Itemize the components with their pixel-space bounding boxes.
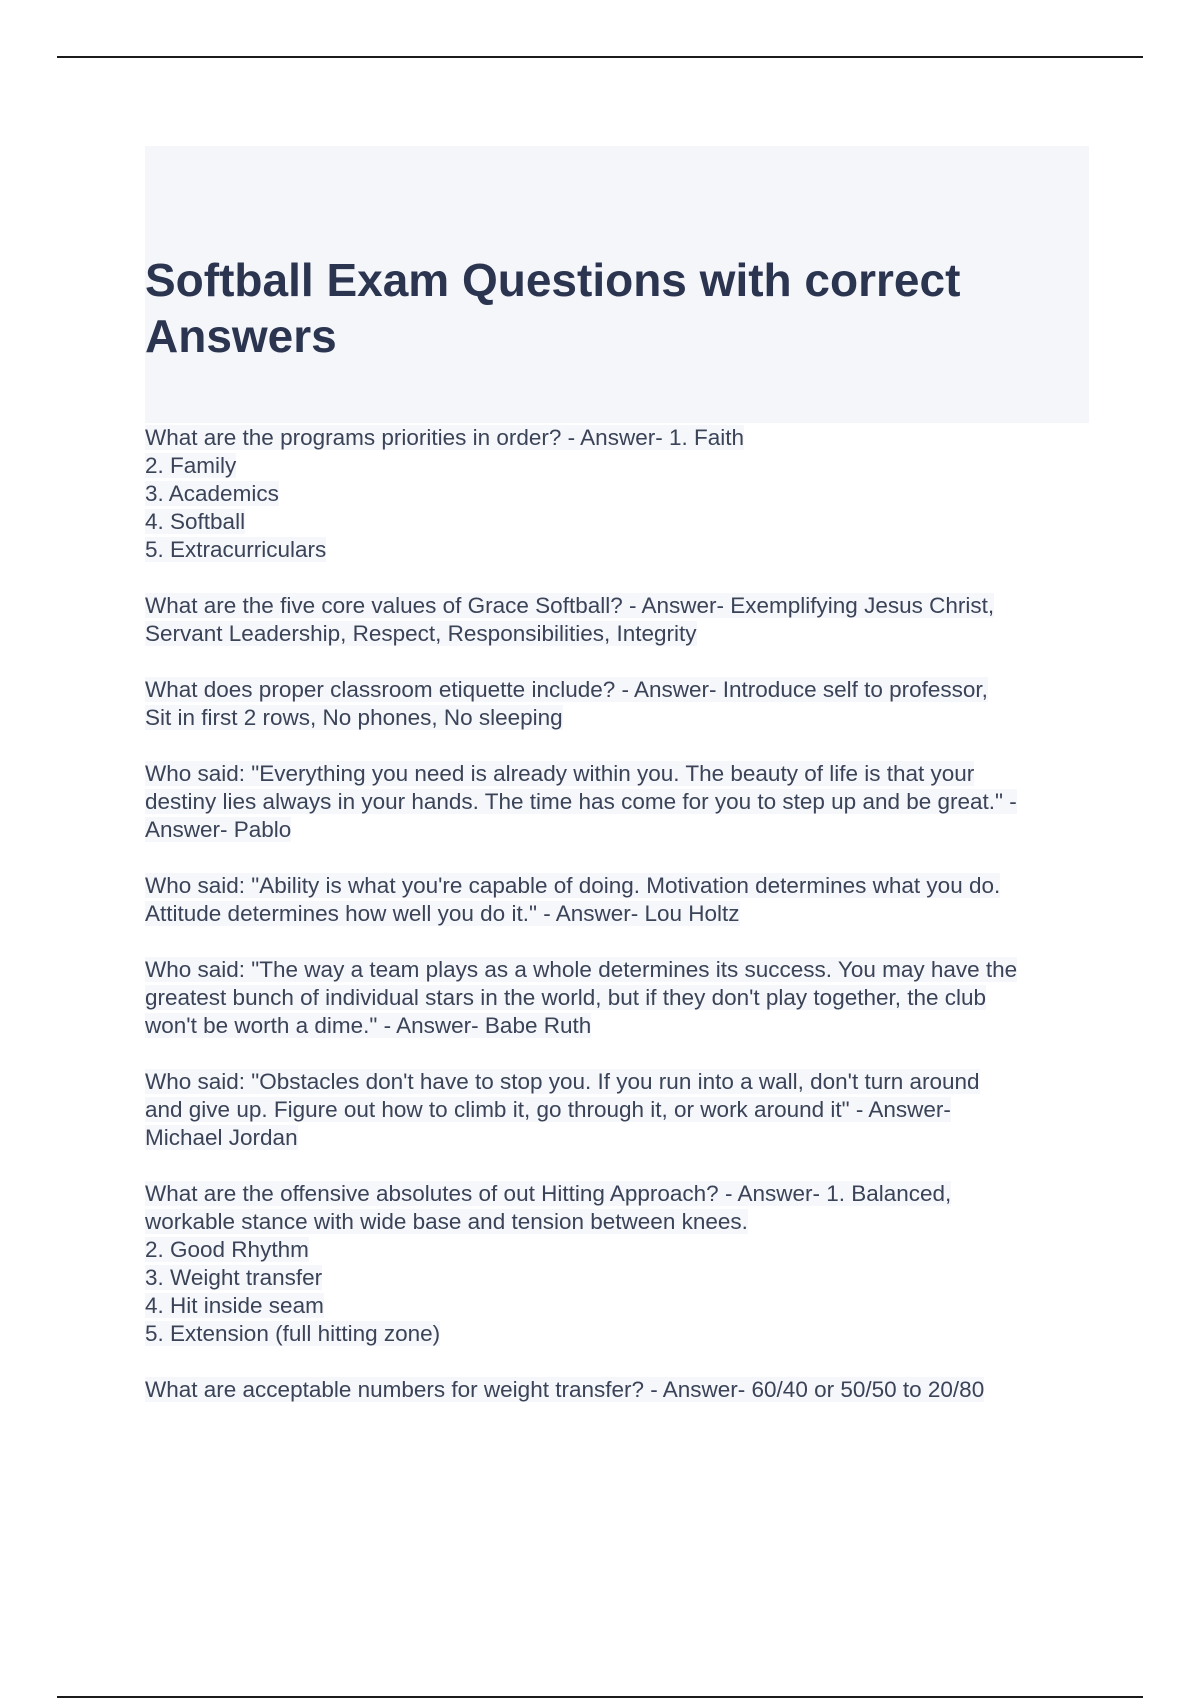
- qa-line: Who said: "Everything you need is already within you. The beauty of life is that your: [145, 761, 975, 786]
- qa-line: greatest bunch of individual stars in the world, but if they don't play together, the club: [145, 985, 987, 1010]
- qa-line: 4. Softball: [145, 509, 246, 534]
- qa-line: Michael Jordan: [145, 1125, 298, 1150]
- qa-line: 2. Family: [145, 453, 237, 478]
- qa-line: destiny lies always in your hands. The time has come for you to step up and be great." -: [145, 789, 1017, 814]
- qa-item: [145, 1068, 1095, 1152]
- qa-line: Who said: "Obstacles don't have to stop you. If you run into a wall, don't turn around: [145, 1069, 980, 1094]
- qa-line: Attitude determines how well you do it." - Answer- Lou Holtz: [145, 901, 740, 926]
- qa-line: 5. Extracurriculars: [145, 537, 327, 562]
- qa-line: 4. Hit inside seam: [145, 1293, 324, 1318]
- qa-list: [145, 424, 1095, 1432]
- qa-item: [145, 1180, 1095, 1348]
- qa-line: 2. Good Rhythm: [145, 1237, 309, 1262]
- qa-line: Sit in first 2 rows, No phones, No sleeping: [145, 705, 563, 730]
- qa-line: 3. Academics: [145, 481, 279, 506]
- qa-line: Answer- Pablo: [145, 817, 292, 842]
- qa-item: [145, 676, 1095, 732]
- title-banner: [145, 146, 1089, 423]
- qa-line: What are the five core values of Grace Softball? - Answer- Exemplifying Jesus Christ,: [145, 593, 995, 618]
- qa-item: [145, 956, 1095, 1040]
- qa-line: What does proper classroom etiquette include? - Answer- Introduce self to professor,: [145, 677, 988, 702]
- title-line: Softball Exam Questions with correct: [145, 254, 961, 306]
- qa-line: What are the offensive absolutes of out Hitting Approach? - Answer- 1. Balanced,: [145, 1181, 952, 1206]
- qa-item: [145, 592, 1095, 648]
- qa-line: 5. Extension (full hitting zone): [145, 1321, 441, 1346]
- document-title: [145, 252, 1089, 364]
- qa-item: [145, 760, 1095, 844]
- qa-line: What are the programs priorities in order? - Answer- 1. Faith: [145, 425, 744, 450]
- qa-line: workable stance with wide base and tension between knees.: [145, 1209, 748, 1234]
- qa-line: Who said: "Ability is what you're capable of doing. Motivation determines what you do.: [145, 873, 1001, 898]
- qa-line: What are acceptable numbers for weight transfer? - Answer- 60/40 or 50/50 to 20/80: [145, 1377, 985, 1402]
- qa-item: [145, 424, 1095, 564]
- qa-line: Servant Leadership, Respect, Responsibilities, Integrity: [145, 621, 697, 646]
- qa-item: [145, 872, 1095, 928]
- bottom-rule: [57, 1696, 1143, 1698]
- qa-line: Who said: "The way a team plays as a whole determines its success. You may have the: [145, 957, 1018, 982]
- qa-line: 3. Weight transfer: [145, 1265, 323, 1290]
- qa-item: [145, 1376, 1095, 1404]
- qa-line: won't be worth a dime." - Answer- Babe Ruth: [145, 1013, 592, 1038]
- top-rule: [57, 56, 1143, 58]
- qa-line: and give up. Figure out how to climb it, go through it, or work around it" - Answer-: [145, 1097, 951, 1122]
- title-line: Answers: [145, 310, 337, 362]
